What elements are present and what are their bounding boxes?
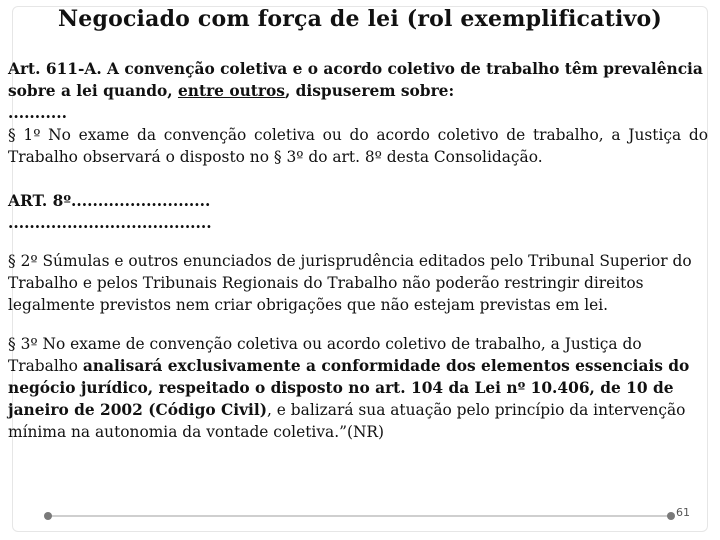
slide-title: Negociado com força de lei (rol exemplificativo): [58, 6, 662, 32]
art-8-ellipsis: ......................................: [8, 214, 212, 232]
art-611a-paragraph-1: § 1º No exame da convenção coletiva ou do acordo coletivo de trabalho, a Justiça do Trabalho observará o disposto no § 3º do art. 8º desta Consolidação.: [8, 126, 708, 166]
footer-left-dot-icon: [44, 512, 52, 520]
footer-right-dot-icon: [667, 512, 675, 520]
art-8-paragraph-3: [8, 333, 708, 443]
art-611a-underlined: entre outros: [177, 82, 285, 100]
spacer: [8, 168, 708, 190]
art-611a-heading: [8, 58, 708, 102]
art-611a-heading-start: Art. 611-A. A convenção coletiva e o acordo coletivo de trabalho têm prevalência sobre a lei quando,: [8, 60, 703, 100]
slide-body: [8, 58, 708, 443]
footer-divider: [48, 515, 672, 517]
art-611a-ellipsis: ...........: [8, 104, 67, 122]
page-number: 61: [676, 506, 690, 519]
art-8-paragraph-2: § 2º Súmulas e outros enunciados de jurisprudência editados pelo Tribunal Superior do Trabalho e pelos Tribunais Regionais do Trabalho não poderão restringir direitos legalmente previstos nem criar obrigações que não estejam previstas em lei.: [8, 252, 692, 314]
art-8-paragraph-3-start: § 3º No exame de convenção coletiva ou acordo coletivo de trabalho, a Justiça do Trabalho: [8, 335, 642, 375]
spacer: [8, 234, 708, 250]
art-8-paragraph-3-end: , e balizará sua atuação pelo princípio da intervenção mínima na autonomia da vontade coletiva.”(NR): [8, 401, 686, 441]
art-8-paragraph-3-bold: analisará exclusivamente a conformidade dos elementos essenciais do negócio jurídico, respeitado o disposto no art. 104 da Lei nº 10.406, de 10 de janeiro de 2002 (Código Civil): [8, 357, 690, 419]
art-611a-heading-end: , dispuserem sobre:: [284, 82, 455, 100]
art-8-heading: ART. 8º..........................: [8, 192, 211, 210]
spacer: [8, 316, 708, 333]
